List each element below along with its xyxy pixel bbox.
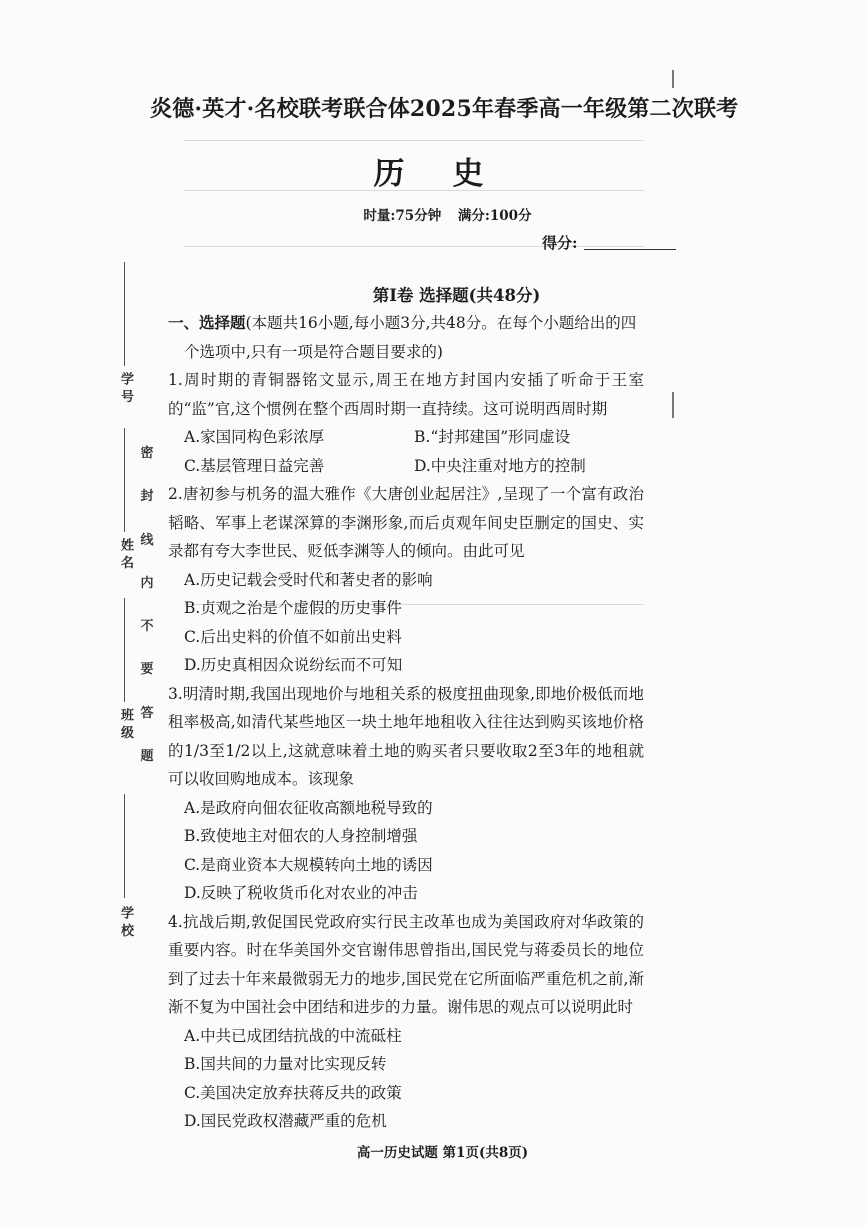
scan-edge-mark (672, 70, 674, 88)
exam-header-title: 炎德·英才·名校联考联合体2025年春季高一年级第二次联考 (150, 96, 739, 122)
school-blank (124, 794, 125, 898)
instructions-line1: (本题共16小题,每小题3分,共48分。在每个小题给出的四 (245, 314, 637, 332)
options-row (168, 452, 644, 481)
question-stem: 1.周时期的青铜器铭文显示,周王在地方封国内安插了听命于王室的“监”官,这个惯例在整个西周时期一直持续。这可说明西周时期 (168, 371, 644, 418)
seal-char: 不 (140, 619, 154, 635)
option-a: A.家国同构色彩浓厚 (184, 428, 325, 446)
options-row (168, 423, 644, 452)
option-c: C.基层管理日益完善 (184, 456, 325, 475)
question-3 (168, 680, 644, 908)
seal-char: 要 (140, 662, 154, 678)
seal-line-notice (138, 442, 156, 764)
question-2 (168, 480, 644, 680)
section-instructions (168, 309, 644, 338)
questions-content (168, 309, 644, 1136)
seal-char: 密 (140, 446, 154, 461)
question-stem: 4.抗战后期,敦促国民党政府实行民主改革也成为美国政府对华政策的重要内容。时在华美国外交官谢伟思曾指出,国民党与蒋委员长的地位到了过去十年来最微弱无力的地步,国民党在它所面临严重危机之前,渐渐不复为中国社会中团结和进步的力量。谢伟思的观点可以说明此时 (168, 912, 644, 1016)
score-blank-line (584, 249, 676, 250)
option-b: B.致使地主对佃农的人身控制增强 (184, 827, 418, 845)
question-4 (168, 908, 644, 1136)
options-list (168, 566, 644, 680)
seal-char: 内 (140, 575, 154, 591)
option-d: D.中央注重对地方的控制 (414, 456, 586, 475)
question-stem: 2.唐初参与机务的温大雅作《大唐创业起居注》,呈现了一个富有政治韬略、军事上老谋深算的李渊形象,而后贞观年间史臣删定的国史、实录都有夸大李世民、贬低李渊等人的倾向。由此可见 (168, 485, 644, 560)
option-b: B.贞观之治是个虚假的历史事件 (184, 599, 402, 617)
name-label: 姓 名 (118, 538, 133, 569)
seal-char: 题 (140, 748, 154, 764)
class-blank (124, 598, 125, 702)
instructions-title: 一、选择题 (168, 313, 246, 332)
instructions-line2: 个选项中,只有一项是符合题目要求的) (184, 342, 443, 361)
score-label: 得分: (542, 234, 578, 252)
name-blank (124, 428, 125, 532)
option-a: A.历史记载会受时代和著史者的影响 (184, 570, 433, 589)
student-id-label: 学 号 (118, 372, 133, 403)
school-label: 学 校 (118, 906, 133, 937)
option-b: B.国共间的力量对比实现反转 (184, 1055, 387, 1073)
class-label: 班 级 (118, 708, 133, 739)
seal-char: 封 (140, 489, 154, 505)
option-d: D.反映了税收货币化对农业的冲击 (184, 884, 418, 902)
student-id-blank (124, 262, 125, 366)
seal-char: 答 (140, 705, 154, 721)
option-a: A.是政府向佃农征收高额地税导致的 (184, 798, 433, 817)
seal-char: 线 (140, 532, 154, 548)
option-b: B.“封邦建国”形同虚设 (414, 428, 571, 446)
exam-time: 时量:75分钟 (363, 208, 442, 224)
option-c: C.美国决定放弃扶蒋反共的政策 (184, 1083, 402, 1102)
section-title: 第Ⅰ卷 选择题(共48分) (372, 286, 541, 305)
binding-margin (102, 0, 164, 1227)
score-field (542, 232, 676, 253)
bleed-through-line (184, 140, 644, 141)
option-d: D.历史真相因众说纷纭而不可知 (184, 656, 403, 674)
options-list (168, 1022, 644, 1136)
exam-full-score: 满分:100分 (457, 208, 532, 224)
subject-title: 历史 (373, 156, 532, 192)
scan-edge-mark (672, 392, 674, 418)
page-footer: 高一历史试题 第1页(共8页) (356, 1145, 529, 1161)
option-c: C.后出史料的价值不如前出史料 (184, 627, 402, 646)
option-d: D.国民党政权潜藏严重的危机 (184, 1112, 387, 1130)
options-list (168, 794, 644, 908)
option-c: C.是商业资本大规模转向土地的诱因 (184, 855, 433, 874)
question-1 (168, 366, 644, 480)
question-stem: 3.明清时期,我国出现地价与地租关系的极度扭曲现象,即地价极低而地租率极高,如清代某些地区一块土地年地租收入往往达到购买该地价格的1/3至1/2以上,这就意味着土地的购买者只要收取2至3年的地租就可以收回购地成本。该现象 (168, 684, 644, 788)
option-a: A.中共已成团结抗战的中流砥柱 (184, 1026, 402, 1045)
